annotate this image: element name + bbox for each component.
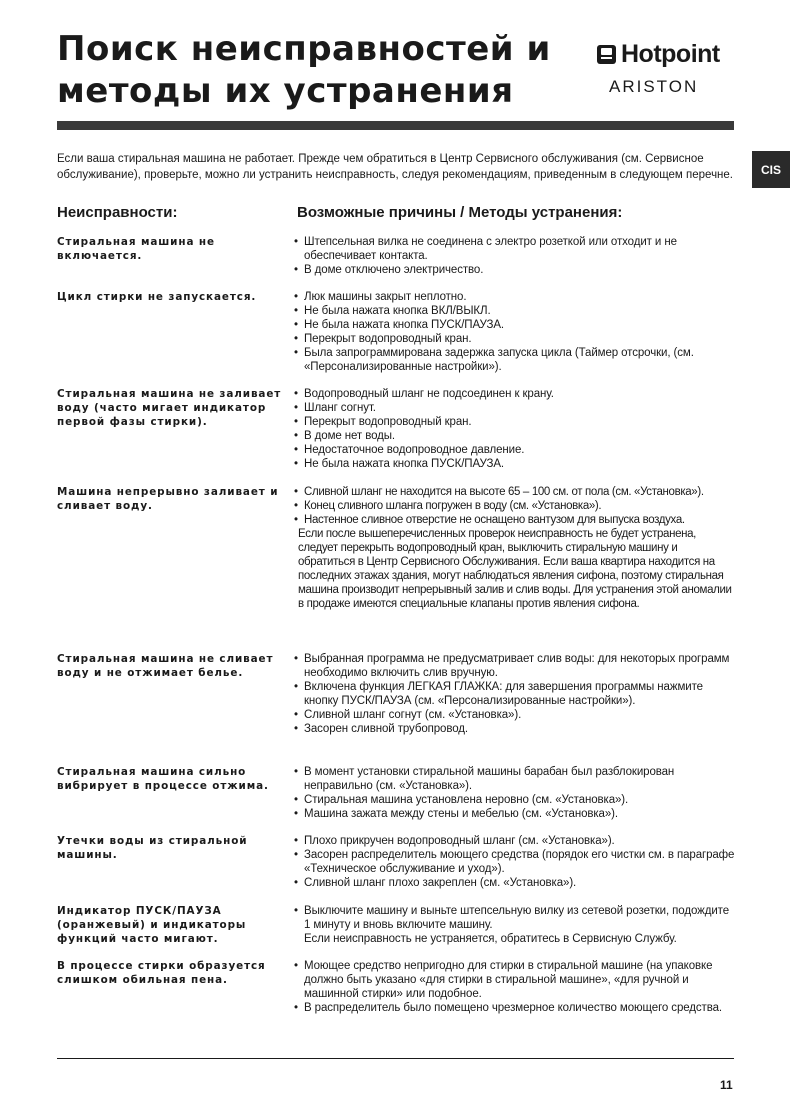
page-number: 11 — [720, 1078, 733, 1092]
cause-item: • Водопроводный шланг не подсоединен к крану. — [294, 387, 737, 401]
symptom-text: Стиральная машина не заливает воду (часто мигает индикатор первой фазы стирки). — [57, 388, 282, 428]
cause-item: • Засорен сливной трубопровод. — [294, 722, 737, 736]
cause-item: • Перекрыт водопроводный кран. — [294, 415, 737, 429]
cause-item: • Не была нажата кнопка ВКЛ/ВЫКЛ. — [294, 304, 737, 318]
cause-item: • В распределитель было помещено чрезмерное количество моющего средства. — [294, 1001, 737, 1015]
cause-list — [294, 765, 737, 821]
cause-item: • Перекрыт водопроводный кран. — [294, 332, 737, 346]
cause-note: Если неисправность не устраняется, обратитесь в Сервисную Службу. — [304, 933, 677, 945]
page-title-line-1: Поиск неисправностей и — [57, 29, 551, 69]
cause-item: • Настенное сливное отверстие не оснащено вантузом для выпуска воздуха. — [294, 513, 737, 527]
intro-text: Если ваша стиральная машина не работает. Прежде чем обратиться в Центр Сервисного обслуживания (см. Сервисное обслуживание), проверьте, можно ли устранить неисправность, следуя рекомендациям, приведенным в следующем перечне. — [57, 153, 734, 181]
cause-list — [294, 904, 737, 946]
symptom-text: Стиральная машина сильно вибрирует в процессе отжима. — [57, 766, 269, 792]
cause-item: • В доме нет воды. — [294, 429, 737, 443]
cause-item: • Сливной шланг не находится на высоте 65 – 100 см. от пола (см. «Установка»). — [294, 485, 737, 499]
cause-item: • Конец сливного шланга погружен в воду (см. «Установка»). — [294, 499, 737, 513]
cause-item: • Штепсельная вилка не соединена с электро розеткой или отходит и не обеспечивает контакта. — [294, 235, 737, 263]
cause-item: • Не была нажата кнопка ПУСК/ПАУЗА. — [294, 318, 737, 332]
cause-item: • Засорен распределитель моющего средства (порядок его чистки см. в параграфе «Техническое обслуживание и уход»). — [294, 848, 737, 876]
cause-list — [294, 959, 737, 1015]
cause-item: • Сливной шланг плохо закреплен (см. «Установка»). — [294, 876, 737, 890]
cause-note: Если после вышеперечисленных проверок неисправность не будет устранена, следует перекрыть водопроводный кран, выключить стиральную машину и обратиться в Центр Сервисного Обслуживания. Если ваша квартира находится на последних этажах здания, могут наблюдаться явления сифона, поэтому стиральная машина производит непрерывный залив и слив воды. Для устранения этой аномалии в продаже имеются специальные клапаны против явления сифона. — [298, 528, 732, 610]
cause-item: • Сливной шланг согнут (см. «Установка»). — [294, 708, 737, 722]
symptom-text: Машина непрерывно заливает и сливает воду. — [57, 486, 279, 512]
symptom-text: Утечки воды из стиральной машины. — [57, 835, 248, 861]
cause-item: • Плохо прикручен водопроводный шланг (см. «Установка»). — [294, 834, 737, 848]
cause-item: • Люк машины закрыт неплотно. — [294, 290, 737, 304]
cause-list — [294, 485, 737, 611]
cause-item: • В доме отключено электричество. — [294, 263, 737, 277]
cause-item: • Выключите машину и выньте штепсельную вилку из сетевой розетки, подождите 1 минуту и вновь включите машину. — [294, 904, 737, 932]
cause-item: • Стиральная машина установлена неровно (см. «Установка»). — [294, 793, 737, 807]
symptom-text: Цикл стирки не запускается. — [57, 291, 257, 303]
symptom-text: Стиральная машина не сливает воду и не отжимает белье. — [57, 653, 274, 679]
cause-list — [294, 387, 737, 471]
cause-item: • Машина зажата между стены и мебелью (см. «Установка»). — [294, 807, 737, 821]
cause-item: • В момент установки стиральной машины барабан был разблокирован неправильно (см. «Установка»). — [294, 765, 737, 793]
symptom-text: В процессе стирки образуется слишком обильная пена. — [57, 960, 266, 986]
brand-subname: ARISTON — [609, 77, 699, 96]
cause-item: • Моющее средство непригодно для стирки в стиральной машине (на упаковке должно быть указано «для стирки в стиральной машине», «для ручной и машинной стирки» или подобное. — [294, 959, 737, 1001]
page-title-line-2: методы их устранения — [57, 71, 514, 111]
cause-item: • Была запрограммирована задержка запуска цикла (Таймер отсрочки, (см. «Персонализированные настройки»). — [294, 346, 737, 374]
brand-name: Hotpoint — [621, 40, 720, 68]
column-heading-solutions: Возможные причины / Методы устранения: — [297, 204, 623, 221]
footer-rule — [57, 1058, 734, 1059]
cause-item: • Шланг согнут. — [294, 401, 737, 415]
symptom-text: Стиральная машина не включается. — [57, 236, 215, 262]
cause-list — [294, 290, 737, 374]
cause-item: • Не была нажата кнопка ПУСК/ПАУЗА. — [294, 457, 737, 471]
language-tab: CIS — [752, 151, 790, 188]
cause-item: • Выбранная программа не предусматривает слив воды: для некоторых программ необходимо включить слив вручную. — [294, 652, 737, 680]
symptom-text: Индикатор ПУСК/ПАУЗА (оранжевый) и индикаторы функций часто мигают. — [57, 905, 247, 945]
cause-list — [294, 235, 737, 277]
cause-item: • Включена функция ЛЕГКАЯ ГЛАЖКА: для завершения программы нажмите кнопку ПУСК/ПАУЗА (см. «Персонализированные настройки»). — [294, 680, 737, 708]
column-heading-problems: Неисправности: — [57, 204, 178, 221]
cause-list — [294, 834, 737, 890]
cause-list — [294, 652, 737, 736]
cause-item: • Недостаточное водопроводное давление. — [294, 443, 737, 457]
